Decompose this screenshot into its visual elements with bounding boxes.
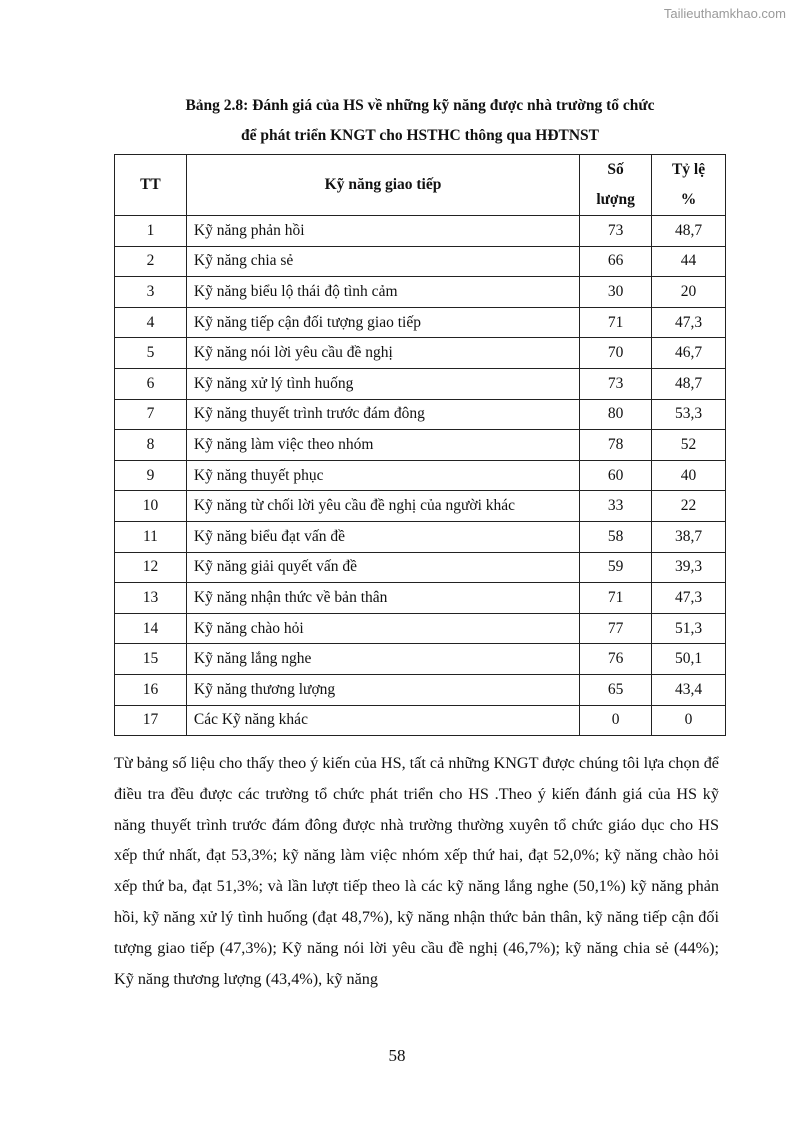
- cell-count: 71: [580, 307, 652, 338]
- cell-rate: 51,3: [652, 613, 726, 644]
- table-body: [115, 216, 726, 736]
- cell-tt: 10: [115, 491, 187, 522]
- cell-skill: Kỹ năng chia sẻ: [186, 246, 579, 277]
- cell-count: 80: [580, 399, 652, 430]
- cell-tt: 17: [115, 705, 187, 736]
- cell-tt: 3: [115, 277, 187, 308]
- table-row: [115, 399, 726, 430]
- table-row: [115, 368, 726, 399]
- table-row: [115, 705, 726, 736]
- cell-rate: 50,1: [652, 644, 726, 675]
- cell-rate: 47,3: [652, 307, 726, 338]
- cell-count: 77: [580, 613, 652, 644]
- cell-tt: 13: [115, 583, 187, 614]
- table-row: [115, 552, 726, 583]
- cell-rate: 40: [652, 460, 726, 491]
- cell-tt: 1: [115, 216, 187, 247]
- cell-rate: 46,7: [652, 338, 726, 369]
- table-row: [115, 246, 726, 277]
- cell-skill: Kỹ năng thuyết trình trước đám đông: [186, 399, 579, 430]
- cell-skill: Kỹ năng phản hồi: [186, 216, 579, 247]
- header-count-line-1: Số: [607, 161, 624, 178]
- cell-tt: 15: [115, 644, 187, 675]
- header-rate: [652, 155, 726, 216]
- table-caption-line-1: Bảng 2.8: Đánh giá của HS về những kỹ năng được nhà trường tổ chức: [185, 97, 655, 114]
- table-row: [115, 644, 726, 675]
- cell-tt: 2: [115, 246, 187, 277]
- cell-tt: 16: [115, 674, 187, 705]
- cell-rate: 53,3: [652, 399, 726, 430]
- cell-rate: 39,3: [652, 552, 726, 583]
- cell-skill: Kỹ năng biểu lộ thái độ tình cảm: [186, 277, 579, 308]
- cell-rate: 43,4: [652, 674, 726, 705]
- cell-count: 0: [580, 705, 652, 736]
- cell-skill: Kỹ năng từ chối lời yêu cầu đề nghị của người khác: [186, 491, 579, 522]
- cell-tt: 12: [115, 552, 187, 583]
- cell-skill: Kỹ năng xử lý tình huống: [186, 368, 579, 399]
- header-count: [580, 155, 652, 216]
- watermark: Tailieuthamkhao.com: [663, 6, 786, 21]
- cell-tt: 11: [115, 521, 187, 552]
- cell-count: 59: [580, 552, 652, 583]
- cell-rate: 0: [652, 705, 726, 736]
- table-row: [115, 583, 726, 614]
- cell-skill: Các Kỹ năng khác: [186, 705, 579, 736]
- cell-skill: Kỹ năng lắng nghe: [186, 644, 579, 675]
- skills-table: [114, 154, 726, 736]
- table-row: [115, 613, 726, 644]
- cell-count: 70: [580, 338, 652, 369]
- cell-skill: Kỹ năng biểu đạt vấn đề: [186, 521, 579, 552]
- table-caption-line-2: để phát triển KNGT cho HSTHC thông qua HĐTNST: [240, 127, 599, 144]
- table-row: [115, 674, 726, 705]
- table-row: [115, 521, 726, 552]
- cell-tt: 4: [115, 307, 187, 338]
- header-count-line-2: lượng: [596, 191, 635, 208]
- cell-tt: 5: [115, 338, 187, 369]
- cell-count: 66: [580, 246, 652, 277]
- table-row: [115, 338, 726, 369]
- table-row: [115, 307, 726, 338]
- header-skill: Kỹ năng giao tiếp: [186, 155, 579, 216]
- cell-rate: 52: [652, 430, 726, 461]
- cell-tt: 14: [115, 613, 187, 644]
- page-number: 58: [388, 1046, 406, 1065]
- cell-rate: 44: [652, 246, 726, 277]
- cell-skill: Kỹ năng tiếp cận đối tượng giao tiếp: [186, 307, 579, 338]
- cell-skill: Kỹ năng thuyết phục: [186, 460, 579, 491]
- cell-count: 58: [580, 521, 652, 552]
- cell-skill: Kỹ năng nhận thức về bản thân: [186, 583, 579, 614]
- table-row: [115, 460, 726, 491]
- cell-count: 78: [580, 430, 652, 461]
- cell-skill: Kỹ năng nói lời yêu cầu đề nghị: [186, 338, 579, 369]
- cell-rate: 38,7: [652, 521, 726, 552]
- cell-rate: 20: [652, 277, 726, 308]
- cell-count: 65: [580, 674, 652, 705]
- cell-count: 30: [580, 277, 652, 308]
- cell-skill: Kỹ năng chào hỏi: [186, 613, 579, 644]
- cell-skill: Kỹ năng giải quyết vấn đề: [186, 552, 579, 583]
- header-tt: TT: [115, 155, 187, 216]
- cell-rate: 22: [652, 491, 726, 522]
- cell-tt: 8: [115, 430, 187, 461]
- cell-rate: 48,7: [652, 368, 726, 399]
- cell-count: 73: [580, 368, 652, 399]
- table-row: [115, 216, 726, 247]
- cell-tt: 6: [115, 368, 187, 399]
- cell-rate: 47,3: [652, 583, 726, 614]
- cell-count: 60: [580, 460, 652, 491]
- header-rate-line-2: %: [680, 191, 697, 208]
- cell-count: 71: [580, 583, 652, 614]
- cell-count: 76: [580, 644, 652, 675]
- table-row: [115, 277, 726, 308]
- table-header-row: [115, 155, 726, 216]
- cell-skill: Kỹ năng thương lượng: [186, 674, 579, 705]
- cell-count: 33: [580, 491, 652, 522]
- header-rate-line-1: Tỷ lệ: [671, 161, 706, 178]
- body-paragraph: Từ bảng số liệu cho thấy theo ý kiến của HS, tất cả những KNGT được chúng tôi lựa chọn để điều tra đều được các trường tổ chức phát triển cho HS .Theo ý kiến đánh giá của HS kỹ năng thuyết trình trước đám đông được nhà trường thường xuyên tổ chức giáo dục cho HS xếp thứ nhất, đạt 53,3%; kỹ năng làm việc nhóm xếp thứ hai, đạt 52,0%; kỹ năng chào hỏi xếp thứ ba, đạt 51,3%; và lần lượt tiếp theo là các kỹ năng lắng nghe (50,1%) kỹ năng phản hồi, kỹ năng xử lý tình huống (đạt 48,7%), kỹ năng nhận thức bản thân, kỹ năng tiếp cận đối tượng giao tiếp (47,3%); Kỹ năng nói lời yêu cầu đề nghị (46,7%); kỹ năng chia sẻ (44%); Kỹ năng thương lượng (43,4%), kỹ năng: [114, 754, 719, 988]
- table-row: [115, 491, 726, 522]
- cell-tt: 7: [115, 399, 187, 430]
- cell-rate: 48,7: [652, 216, 726, 247]
- cell-skill: Kỹ năng làm việc theo nhóm: [186, 430, 579, 461]
- table-row: [115, 430, 726, 461]
- cell-tt: 9: [115, 460, 187, 491]
- cell-count: 73: [580, 216, 652, 247]
